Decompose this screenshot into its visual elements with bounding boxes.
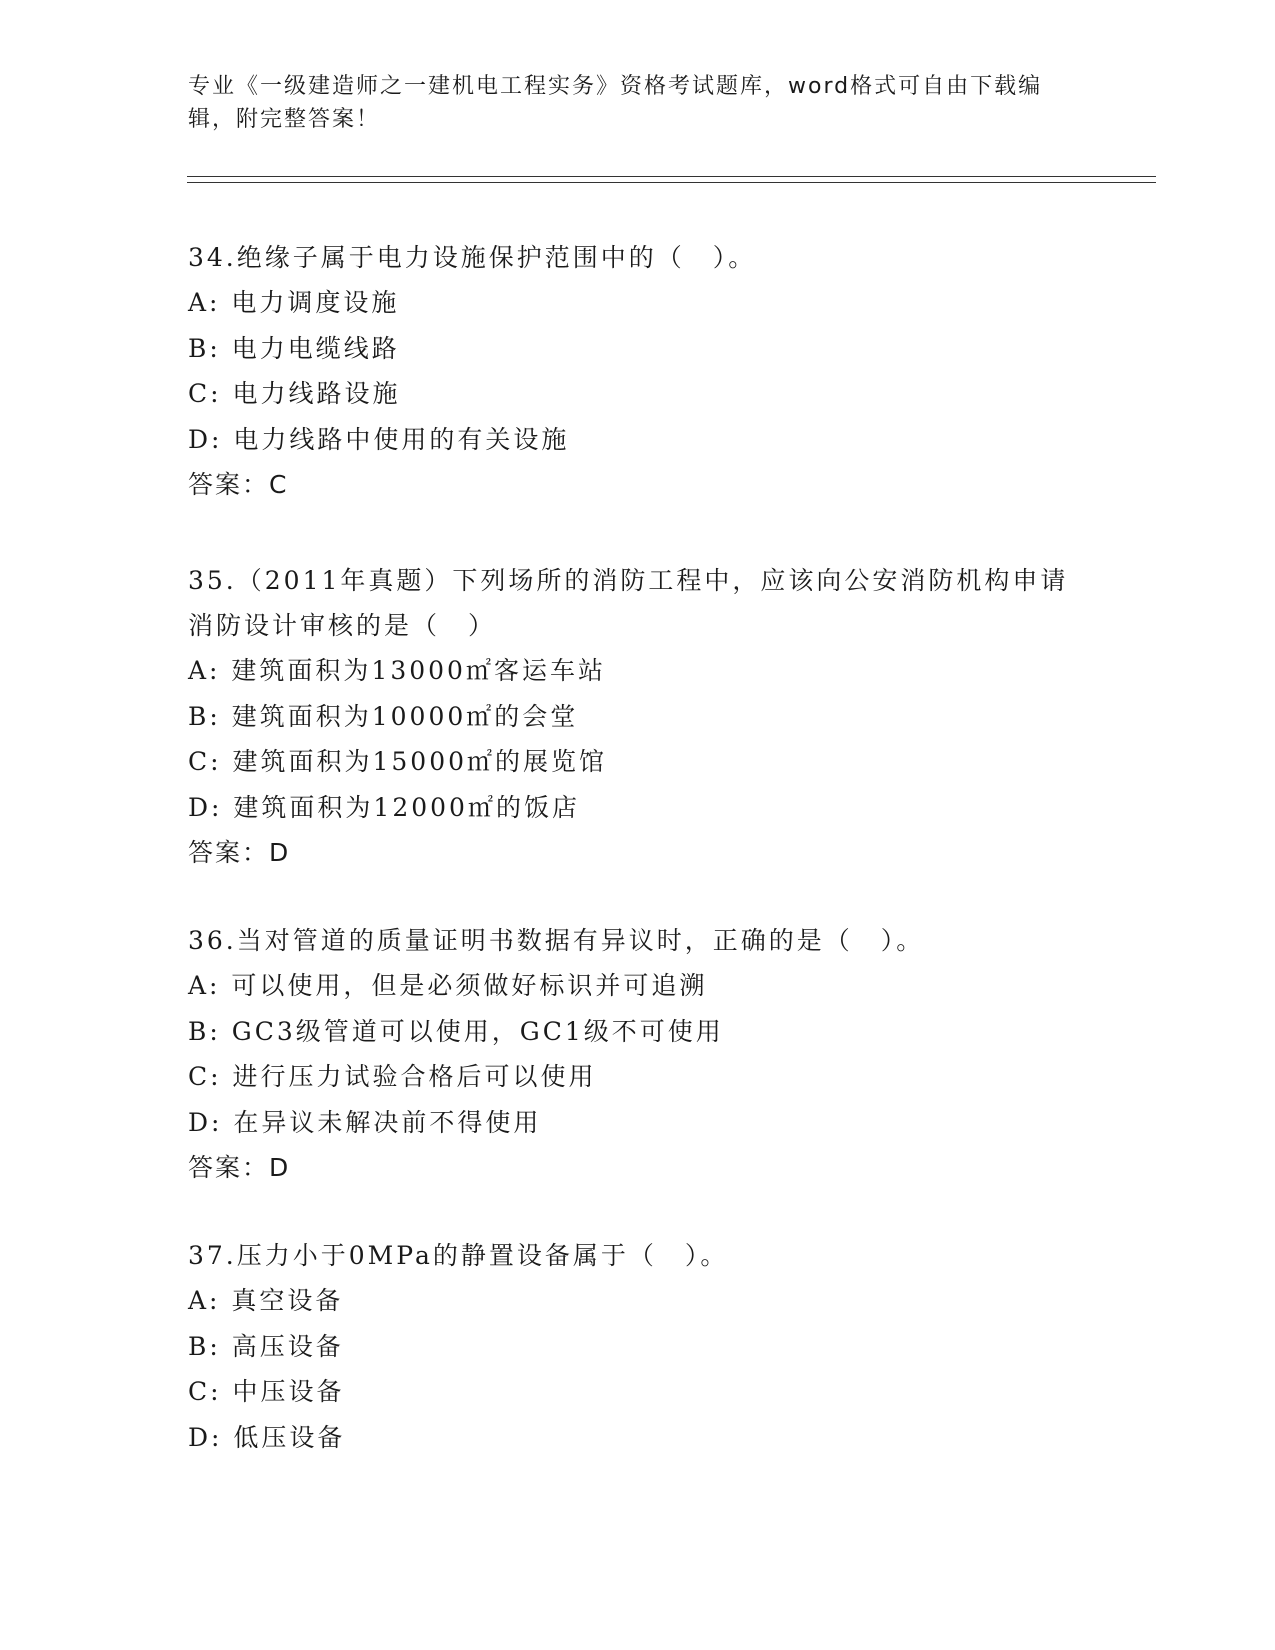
- question-37: [188, 1233, 1088, 1460]
- option-c: C: 电力线路设施: [188, 379, 401, 408]
- document-header: 专业《一级建造师之一建机电工程实务》资格考试题库，word格式可自由下载编辑，附完整答案！: [188, 74, 1043, 132]
- answer-line: 答案：D: [188, 1153, 291, 1182]
- option-d: D: 低压设备: [188, 1422, 346, 1452]
- question-36: [188, 918, 1088, 1191]
- option-d: D: 在异议未解决前不得使用: [188, 1107, 542, 1137]
- option-b: B: 高压设备: [188, 1331, 344, 1361]
- option-a: A: 真空设备: [188, 1286, 344, 1315]
- option-a: A: 可以使用，但是必须做好标识并可追溯: [188, 971, 708, 1000]
- option-b: B: GC3级管道可以使用，GC1级不可使用: [188, 1016, 724, 1046]
- answer-line: 答案：C: [188, 470, 289, 499]
- question-stem: 34.绝缘子属于电力设施保护范围中的（ ）。: [188, 243, 757, 272]
- option-c: C: 建筑面积为15000㎡的展览馆: [188, 747, 608, 776]
- option-d: D: 建筑面积为12000㎡的饭店: [188, 792, 580, 822]
- header-divider-bottom: [187, 182, 1156, 183]
- header-divider-top: [187, 176, 1156, 177]
- option-a: A: 建筑面积为13000㎡客运车站: [188, 656, 606, 685]
- question-stem: 36.当对管道的质量证明书数据有异议时，正确的是（ ）。: [188, 926, 925, 955]
- question-35: [188, 558, 1088, 876]
- option-d: D: 电力线路中使用的有关设施: [188, 424, 570, 454]
- question-34: [188, 235, 1088, 508]
- question-stem: 35.（2011年真题）下列场所的消防工程中，应该向公安消防机构申请消防设计审核的是（ ）: [188, 566, 1069, 640]
- option-b: B: 建筑面积为10000㎡的会堂: [188, 701, 579, 731]
- option-b: B: 电力电缆线路: [188, 333, 400, 363]
- option-a: A: 电力调度设施: [188, 288, 400, 317]
- option-c: C: 中压设备: [188, 1377, 345, 1406]
- option-c: C: 进行压力试验合格后可以使用: [188, 1062, 597, 1091]
- answer-line: 答案：D: [188, 838, 291, 867]
- question-stem: 37.压力小于0MPa的静置设备属于（ ）。: [188, 1241, 729, 1270]
